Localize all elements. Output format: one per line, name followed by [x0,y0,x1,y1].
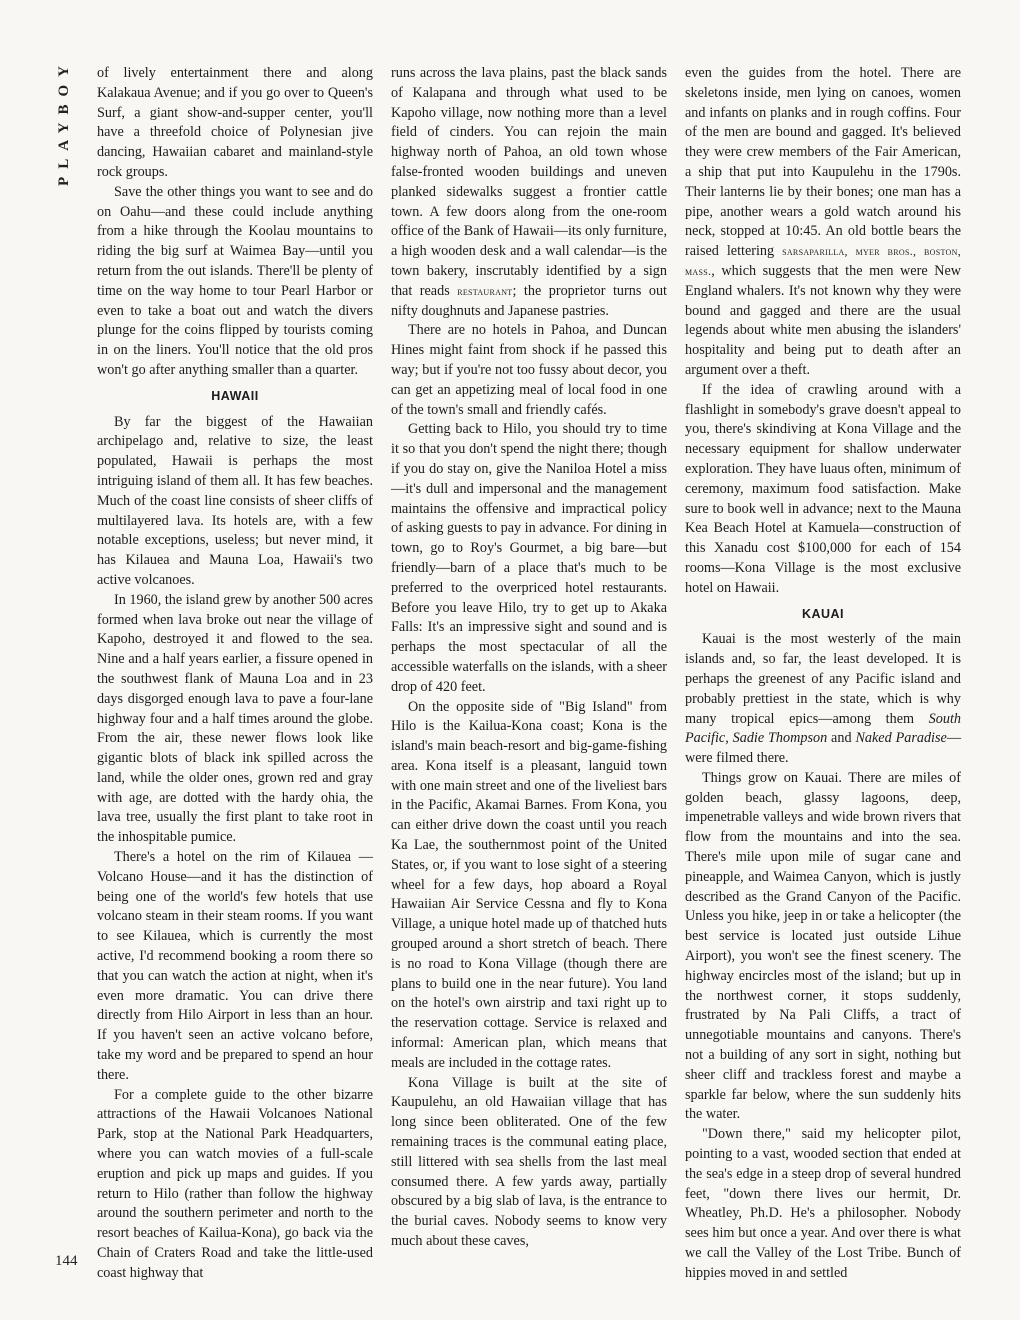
text-run: , which suggests that the men were New England whalers. It's not known why they were bound and gagged and there are the usual legends about white men abusing the islanders' hospitality and being put to death after an argument over a theft. [685,262,961,378]
section-heading-hawaii: HAWAII [211,388,259,403]
text-run: Kauai is the most westerly of the main islands and, so far, the least developed. It is perhaps the greenest of any Pacific island and probably prettiest in the state, which is why many tropical epics—among them [685,631,961,727]
text-run: —were filmed there. [685,730,961,767]
text-run: even the guides from the hotel. There are skeletons inside, men lying on canoes, women and infants on planks and in rough coffins. Four of the men are bound and gagged. It's believed they were crew members of the Fair American, a ship that put into Kaupulehu in the 1790s. Their lanterns lie by their bones; one man has a pipe, another wears a gold watch around his neck, stopped at 10:45. An old bottle bears the raised lettering [685,65,961,260]
paragraph [685,630,961,769]
paragraph: If the idea of crawling around with a flashlight in somebody's grave doesn't appeal to you, there's skindiving at Kona Village and the necessary equipment for shallow underwater exploration. They have luaus often, minimum of ceremony, maximum food satisfaction. Make sure to book well in advance; next to the Mauna Kea Beach Hotel at Kamuela—construction of this Xanadu cost $100,000 for each of 154 rooms—Kona Village is the most exclusive hotel on Hawaii. [685,381,961,596]
column-1 [97,64,373,1284]
paragraph: Things grow on Kauai. There are miles of golden beach, glassy lagoons, deep, impenetrable valleys and wide brown rivers that flow from the mountains and into the sea. There's mile upon mile of sugar cane and pineapple, and Waimea Canyon, which is justly described as the Grand Canyon of the Pacific. Unless you hike, jeep in or take a helicopter (the best service is located just outside Lihue Airport), you won't see the finest scenery. The highway encircles most of the island; but up in the northwest corner, it stops suddenly, frustrated by Na Pali Cliffs, a tract of unnegotiable mountains and canyons. There's not a building of any sort in sight, nothing but sheer cliff and trackless forest and maybe a sparkle far below, where the sun suddenly hits the water. [685,769,961,1123]
paragraph: Kona Village is built at the site of Kaupulehu, an old Hawaiian village that has long since been obliterated. One of the few remaining traces is the communal eating place, still littered with sea shells from the last meal consumed there. A few yards away, partially obscured by a big slab of lava, is the entrance to the burial caves. Nobody seems to know very much about these caves, [391,1074,667,1250]
paragraph: "Down there," said my helicopter pilot, pointing to a vast, wooded section that ended at the sea's edge in a steep drop of several hundred feet, "down there lives our hermit, Dr. Wheatley, Ph.D. He's a philosopher. Nobody sees him but once a year. And over there is what we call the Valley of the Lost Tribe. Bunch of hippies moved in and settled [685,1126,961,1281]
text-run: ; the proprietor turns out nifty doughnuts and Japanese pastries. [391,282,668,319]
paragraph [391,64,667,321]
bottle-lettering: sarsaparilla, myer bros., boston, mass. [685,244,961,278]
text-run: , [725,730,733,747]
magazine-folio: PLAYBOY [56,58,72,186]
column-3 [685,64,961,1284]
film-title: Sadie Thompson [732,730,828,747]
paragraph: Save the other things you want to see and do on Oahu—and these could include anything from a hike through the Koolau mountains to riding the big surf at Waimea Bay—until you return from the out islands. There'll be plenty of time on the way home to tour Pearl Harbor or even to take a boat out and watch the divers plunge for the coins flipped by tourists coming in on the liners. You'll notice that the old pros won't go after anything smaller than a quarter. [97,183,373,378]
section-heading-kauai: KAUAI [801,606,845,621]
paragraph: Getting back to Hilo, you should try to time it so that you don't spend the night there; though if you do stay on, give the Naniloa Hotel a miss—it's dull and impersonal and the management maintains the offensive and impractical policy of asking guests to pay in advance. For dining in town, go to Roy's Gourmet, a big bare—but friendly—barn of a place that's much to be preferred to the overpriced hotel restaurants. Before you leave Hilo, try to get up to Akaka Falls: It's an impressive sight and sound and is perhaps the most spectacular of all the accessible waterfalls on the islands, with a sheer drop of 420 feet. [391,421,667,695]
paragraph: There's a hotel on the rim of Kilauea —Volcano House—and it has the distinction of being one of the world's few hotels that use volcano steam in their steam rooms. If you want to see Kilauea, which is currently the most active, I'd recommend booking a room there so that you can watch the action at night, when it's even more dramatic. You can drive there directly from Hilo Airport in less than an hour. If you haven't seen an active volcano before, take my word and be prepared to spend an hour there. [97,849,373,1083]
film-title: Naked Paradise [855,730,947,747]
text-run: and [827,730,856,747]
film-title: South Pacific [685,710,961,747]
paragraph [685,64,961,381]
paragraph: For a complete guide to the other bizarre attractions of the Hawaii Volcanoes National Park, stop at the National Park Headquarters, where you can watch movies of a full-scale eruption and pick up maps and guides. If you return to Hilo (rather than follow the highway around the southern perimeter and north to the resort beaches of Kailua-Kona), go back via the Chain of Craters Road and take the little-used coast highway that [97,1086,373,1281]
sign-text: restaurant [457,283,513,298]
paragraph: There are no hotels in Pahoa, and Duncan Hines might faint from shock if he passed this way; but if you're not too fussy about decor, you can get an appetizing meal of local food in one of the town's small and friendly cafés. [391,322,667,418]
paragraph: In 1960, the island grew by another 500 acres formed when lava broke out near the village of Kapoho, destroyed it and flowed to the sea. Nine and a half years earlier, a fissure opened in the southwest flank of Mauna Loa and in 23 days disgorged enough lava to pave a four-lane highway four and a half times around the globe. From the air, these newer flows look like gigantic blots of black ink spilled across the land, while the older ones, grown red and gray with age, are dotted with the hardy ohia, the lava tree, usually the first plant to take root in the inhospitable pumice. [97,591,373,846]
paragraph: On the opposite side of "Big Island" from Hilo is the Kailua-Kona coast; Kona is the island's main beach-resort and big-game-fishing area. Kona itself is a pleasant, languid town with one main street and one of the liveliest bars in the Pacific, Akamai Barnes. From Kona, you can either drive down the coast until you reach Ka Lae, the southernmost point of the United States, or, if you want to lose sight of a steering wheel for a few days, hop aboard a Royal Hawaiian Air Service Cessna and fly to Kona Village, a unique hotel made up of thatched huts grouped around a short stretch of beach. There is no road to Kona Village (though there are plans to build one in the near future). You land on the hotel's own airstrip and taxi right up to the reservation cottage. Service is relaxed and informal: American plan, which means that meals are included in the cottage rates. [391,698,667,1071]
paragraph: By far the biggest of the Hawaiian archipelago and, relative to size, the least populated, Hawaii is perhaps the most intriguing island of them all. It has few beaches. Much of the coast line consists of sheer cliffs of multilayered lava. Its hotels are, with a few notable exceptions, useless; but never mind, it has Kilauea and Mauna Loa, Hawaii's two active volcanoes. [97,413,373,588]
paragraph: of lively entertainment there and along Kalakaua Avenue; and if you go over to Queen's Surf, a giant show-and-supper center, you'll have a threefold choice of Polynesian jive dancing, Hawaiian cabaret and mainland-style rock groups. [97,65,373,180]
page-number: 144 [55,1253,78,1269]
column-2 [391,64,667,1252]
text-run: runs across the lava plains, past the black sands of Kalapana and through what used to be Kapoho village, now nothing more than a level field of cinders. You can rejoin the main highway north of Pahoa, an old town whose false-fronted wooden buildings and uneven planked sidewalks suggest a frontier cattle town. A few doors along from the one-room office of the Bank of Hawaii—its only furniture, a high wooden desk and a wall calendar—is the town bakery, inscrutably identified by a sign that reads [391,65,667,299]
